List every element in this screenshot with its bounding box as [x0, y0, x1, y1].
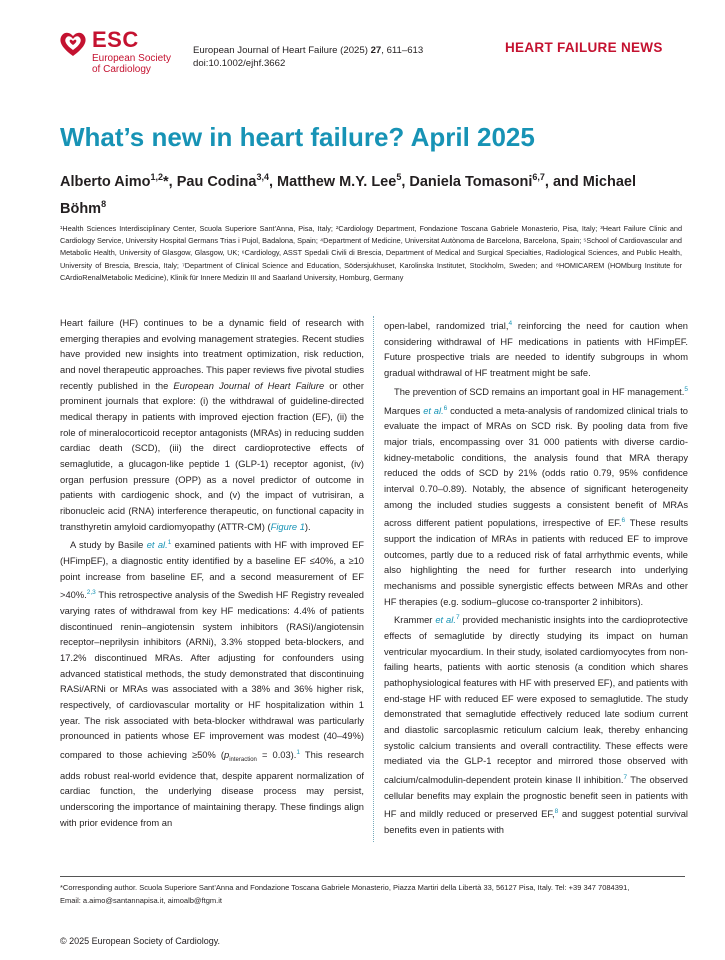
paragraph: open-label, randomized trial,$^4$ reinforcing the need for caution when considering withdrawal of HF medications in patients with HFimpEF. Future prospective trials are needed to identify subgroups in whom gradual withdrawal of HF treatment might be safe.	[384, 320, 688, 379]
affiliations	[60, 223, 682, 284]
journal-volume: 27	[370, 45, 382, 56]
left-column	[60, 316, 364, 831]
journal-citation	[193, 44, 423, 70]
affiliations-text: ¹Health Sciences Interdisciplinary Center, Scuola Superiore Sant’Anna, Pisa, Italy; ²Cardiology Department, Fondazione Toscana Gabriele Monasterio, Pisa, Italy; ³Heart Failure Clinic and Cardiology Service, University Hospital Germans Trias i Pujol, Badalona, Spain; ⁴Department of Medicine, Universitat Autònoma de Barcelona, Barcelona, Spain; ⁵School of Cardiovascular and Metabolic Health, University of Glasgow, Glasgow, UK; ⁶Cardiology, ASST Spedali Civili di Brescia, Department of Medical and Surgical Specialties, Radiological Sciences, and Public Health, University of Brescia, Brescia, Italy; ⁷Department of Clinical Science and Education, Södersjukhuset, Karolinska Institutet, Stockholm, Sweden; and ⁸HOMICAREM (HOMburg Institute for CArdioRenalMetabolic Medicine), Klinik für Innere Medizin III and Saarland University, Homburg, Germany	[60, 224, 682, 282]
right-column	[384, 316, 688, 839]
copyright: © 2025 European Society of Cardiology.	[60, 936, 221, 946]
footnote-rule	[60, 876, 685, 877]
footnote-email: Email: a.aimo@santannapisa.it, aimoalb@ftgm.it	[60, 895, 222, 905]
author-list: Alberto Aimo$^{1,2}$*, Pau Codina$^{3,4}$, Matthew M.Y. Lee$^5$, Daniela Tomasoni$^{6,7}$, and Michael Böhm$^8$	[60, 172, 636, 217]
paragraph: Heart failure (HF) continues to be a dynamic field of research with emerging therapies and evolving management strategies. Recent studies have provided new insights into treatment optimization, risk reduction, and novel therapeutic approaches. This paper reviews five pivotal studies recently published in the European Journal of Heart Failure or other prominent journals that explore: (i) the withdrawal of guideline-directed medical therapy in patients with improved ejection fraction (EF), (ii) the role of mineralocorticoid receptor antagonists (MRAs) in reducing sudden cardiac death (SCD), (iii) the direct cardioprotective effects of semaglutide, a glucagon-like peptide 1 (GLP-1) receptor agonist, (iv) organ perfusion pressure (OPP) as a novel predictor of outcome in patients with cardiogenic shock, and (v) the impact of vutrisiran, a ribonucleic acid (RNA) interference therapeutic, on functional capacity in transthyretin amyloid cardiomyopathy (ATTR-CM) (Figure 1).	[60, 318, 364, 532]
paragraph: The prevention of SCD remains an important goal in HF management.$^5$ Marques et al.$^6$ conducted a meta-analysis of randomized clinical trials to evaluate the impact of MRAs on SCD risk. By pooling data from five major trials, encompassing over 31 000 patients with diverse cardio-kidney-metabolic conditions, the analysis found that MRA therapy reduced the odds of SCD by 21% (odds ratio 0.79, 95% confidence interval 0.70–0.89). Notably, the absence of significant heterogeneity among the included studies suggests a consistent benefit of MRAs across different patient populations, irrespective of EF.$^6$ These results support the indication of MRAs in patients with reduced EF to improve outcomes, partly due to a reduced risk of fatal arrhythmic events, while also highlighting the need for further research into underlying mechanisms and possible synergistic effects between MRAs and other HF therapies (e.g. sodium–glucose co-transporter 2 inhibitors).	[384, 385, 689, 607]
corresponding-author-footnote	[60, 882, 700, 907]
journal-doi: doi:10.1002/ejhf.3662	[193, 58, 286, 69]
section-label: HEART FAILURE NEWS	[505, 40, 663, 55]
footnote-line: *Corresponding author. Scuola Superiore Sant’Anna and Fondazione Toscana Gabriele Monasterio, Piazza Martiri della Libertà 33, 56127 Pisa, Italy. Tel: +39 347 7084391,	[60, 883, 630, 892]
esc-logo-subtitle: European Society of Cardiology	[92, 53, 171, 75]
paragraph: A study by Basile et al.$^1$ examined patients with HF with improved EF (HFimpEF), a diagnostic entity identified by a baseline EF ≤40%, a ≥10 point increase from baseline EF, and a second measurement of EF >40%.$^{2,3}$ This retrospective analysis of the Swedish HF Registry revealed varying rates of withdrawal from key HF medications: 4.4% of patients discontinued renin–angiotensin system inhibitors (RASi)/angiotensin receptor–neprilysin inhibitors (ARNi), 3.3% stopped beta-blockers, and 17.2% discontinued MRAs. After adjusting for confounders using advanced statistical methods, the study demonstrated that discontinuing RASi/ARNi or MRAs was associated with a 38% and 36% higher risk, respectively, of cardiovascular mortality or HF hospitalization within 1 year. The risk associated with beta-blocker withdrawal was particularly pronounced in patients whose EF improvement was modest (40–49%) compared to those achieving ≥50% $(p_{interaction} = 0.03).^1$ This research adds robust real-world evidence that, despite apparent normalization of cardiac function, the underlying disease process may persist, underscoring the importance of maintaining therapy. These findings align with prior evidence from an	[60, 539, 364, 828]
paragraph: Krammer et al.$^7$ provided mechanistic insights into the cardioprotective effects of semaglutide by directly studying its impact on human ventricular myocardium. In their study, isolated cardiomyocytes from non-failing hearts, patients with aortic stenosis (a condition which shares pathophysiological features with HF with preserved EF), and patients with end-stage HF with reduced EF were exposed to semaglutide. The study demonstrated that semaglutide effectively reduced late sodium current and diastolic sarcoplasmic reticulum calcium leak, thereby enhancing systolic calcium transients and overall contractility. These effects were mediated via the GLP-1 receptor and mirrored those observed with calcium/calmodulin-dependent protein kinase II inhibition.$^7$ The observed cellular benefits may explain the prognostic benefit seen in patients with HF and mildly reduced or preserved EF,$^8$ and suggest potential survival benefits even in patients with	[384, 614, 688, 836]
esc-heart-logo-icon	[58, 30, 88, 58]
journal-pages: , 611–613	[381, 45, 424, 56]
esc-logo-text: ESC	[92, 27, 139, 52]
article-title: What’s new in heart failure? April 2025	[60, 122, 535, 152]
column-divider	[373, 316, 374, 842]
journal-name: European Journal of Heart Failure (2025)	[193, 45, 371, 56]
